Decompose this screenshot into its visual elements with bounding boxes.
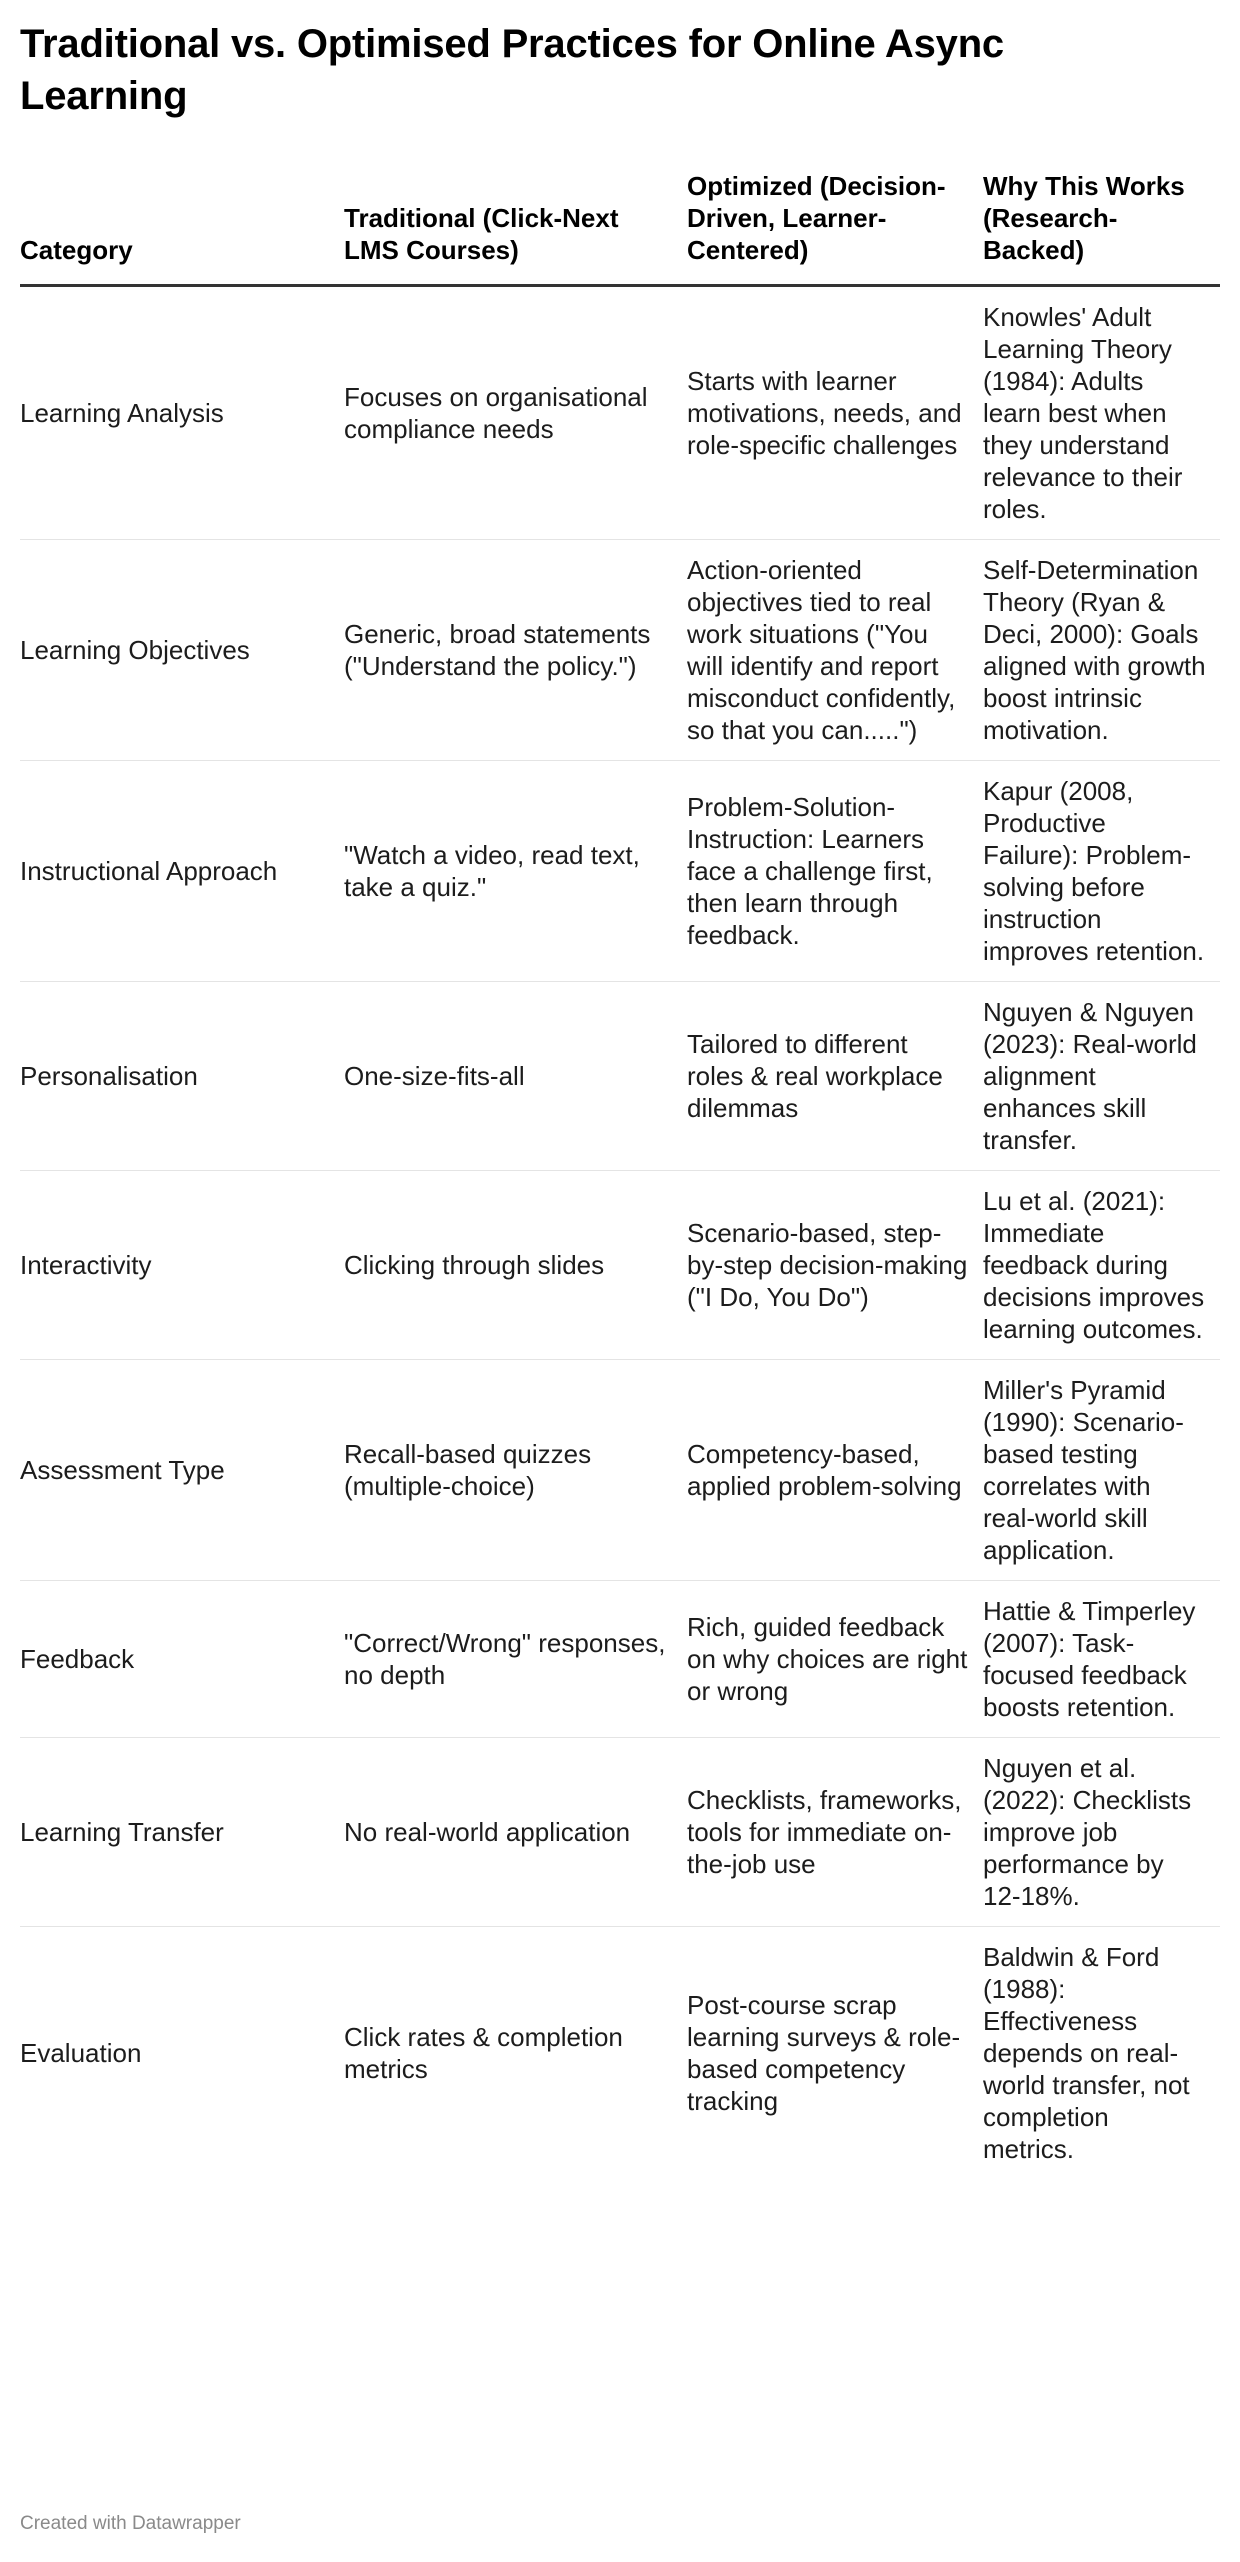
traditional-cell: "Watch a video, read text, take a quiz." xyxy=(344,761,687,982)
traditional-cell: One-size-fits-all xyxy=(344,982,687,1171)
table-row xyxy=(20,1581,1220,1738)
optimized-cell: Starts with learner motivations, needs, and role-specific challenges xyxy=(687,286,983,540)
research-cell: Baldwin & Ford (1988): Effectiveness depends on real-world transfer, not completion metrics. xyxy=(983,1942,1190,2164)
category-cell: Learning Analysis xyxy=(20,286,344,540)
traditional-cell: "Correct/Wrong" responses, no depth xyxy=(344,1581,687,1738)
category-cell: Learning Objectives xyxy=(20,540,344,761)
table-row xyxy=(20,540,1220,761)
table-row xyxy=(20,1360,1220,1581)
column-header-research: Why This Works (Research-Backed) xyxy=(983,170,1220,286)
research-cell: Lu et al. (2021): Immediate feedback during decisions improves learning outcomes. xyxy=(983,1171,1220,1360)
category-cell: Instructional Approach xyxy=(20,761,344,982)
header-row xyxy=(20,170,1220,286)
traditional-cell: Generic, broad statements ("Understand the policy.") xyxy=(344,540,687,761)
research-cell: Nguyen & Nguyen (2023): Real-world alignment enhances skill transfer. xyxy=(983,982,1220,1171)
optimized-cell: Scenario-based, step-by-step decision-making ("I Do, You Do") xyxy=(687,1171,983,1360)
category-cell: Assessment Type xyxy=(20,1360,344,1581)
datawrapper-chart xyxy=(20,0,1220,2534)
research-cell: Miller's Pyramid (1990): Scenario-based testing correlates with real-world skill application. xyxy=(983,1360,1220,1581)
optimized-cell: Problem-Solution-Instruction: Learners face a challenge first, then learn through feedback. xyxy=(687,761,983,982)
category-cell: Personalisation xyxy=(20,982,344,1171)
optimized-cell: Rich, guided feedback on why choices are right or wrong xyxy=(687,1581,983,1738)
research-cell: Self-Determination Theory (Ryan & Deci, 2000): Goals aligned with growth boost intrinsic motivation. xyxy=(983,540,1220,761)
research-cell: Nguyen et al. (2022): Checklists improve job performance by 12-18%. xyxy=(983,1738,1220,1927)
table-row xyxy=(20,1738,1220,1927)
optimized-cell: Action-oriented objectives tied to real work situations ("You will identify and report misconduct confidently, so that you can.....") xyxy=(687,540,983,761)
traditional-cell: No real-world application xyxy=(344,1738,687,1927)
category-cell: Interactivity xyxy=(20,1171,344,1360)
table-row xyxy=(20,982,1220,1171)
table-body xyxy=(20,286,1220,2180)
table-header xyxy=(20,170,1220,286)
category-cell: Learning Transfer xyxy=(20,1738,344,1927)
category-cell: Feedback xyxy=(20,1581,344,1738)
table-row xyxy=(20,761,1220,982)
traditional-cell: Click rates & completion metrics xyxy=(344,2022,623,2084)
datawrapper-credit: Created with Datawrapper xyxy=(20,2513,241,2534)
research-cell: Knowles' Adult Learning Theory (1984): Adults learn best when they understand relevance to their roles. xyxy=(983,286,1220,540)
research-cell: Kapur (2008, Productive Failure): Problem-solving before instruction improves retention. xyxy=(983,761,1220,982)
table-row xyxy=(20,286,1220,540)
traditional-cell: Recall-based quizzes (multiple-choice) xyxy=(344,1360,687,1581)
comparison-table xyxy=(20,170,1220,2179)
chart-title: Traditional vs. Optimised Practices for Online Async Learning xyxy=(20,22,1004,118)
optimized-cell: Competency-based, applied problem-solving xyxy=(687,1360,983,1581)
category-cell: Evaluation xyxy=(20,2038,142,2068)
optimized-cell: Checklists, frameworks, tools for immediate on-the-job use xyxy=(687,1738,983,1927)
research-cell: Hattie & Timperley (2007): Task-focused feedback boosts retention. xyxy=(983,1581,1220,1738)
optimized-cell: Post-course scrap learning surveys & role-based competency tracking xyxy=(687,1990,961,2116)
column-header-category: Category xyxy=(20,170,344,286)
traditional-cell: Focuses on organisational compliance needs xyxy=(344,286,687,540)
optimized-cell: Tailored to different roles & real workplace dilemmas xyxy=(687,982,983,1171)
table-row xyxy=(20,1171,1220,1360)
table-row xyxy=(20,1927,1220,2180)
column-header-optimized: Optimized (Decision-Driven, Learner-Centered) xyxy=(687,170,983,286)
column-header-traditional: Traditional (Click-Next LMS Courses) xyxy=(344,170,687,286)
traditional-cell: Clicking through slides xyxy=(344,1171,687,1360)
